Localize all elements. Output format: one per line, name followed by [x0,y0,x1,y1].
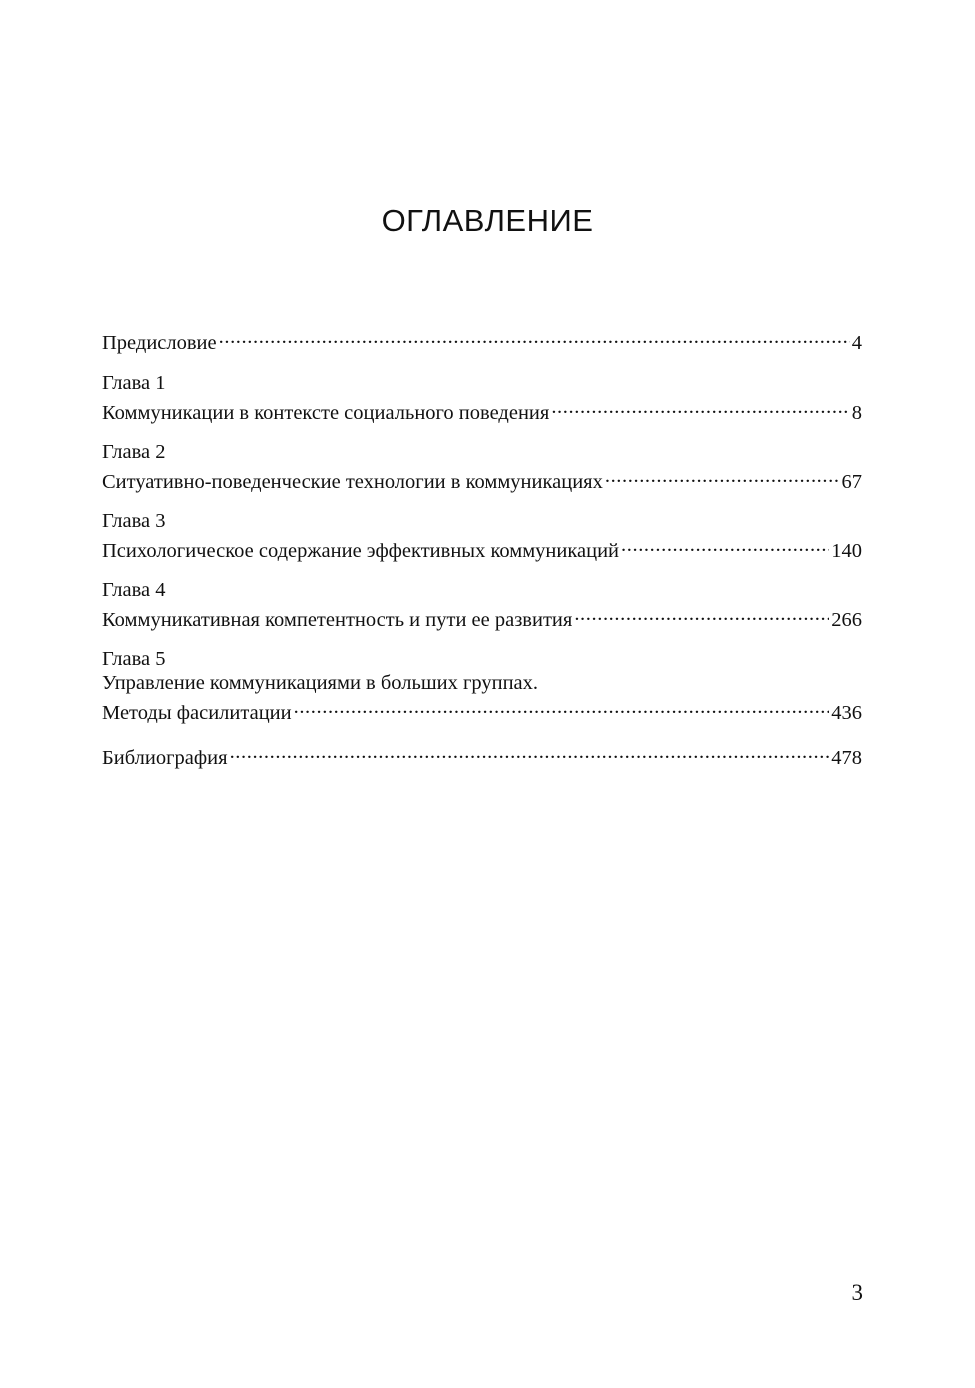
toc-page-number: 140 [831,540,862,562]
table-of-contents [102,325,862,785]
page-title: ОГЛАВЛЕНИЕ [381,203,594,238]
dot-leader [230,740,830,764]
toc-entry-title-line2: Методы фасилитации [102,702,292,724]
toc-page-number: 266 [831,609,862,631]
toc-entry-title: Психологическое содержание эффективных коммуникаций [102,540,620,562]
toc-line [102,325,862,354]
toc-line [102,464,862,493]
toc-page-number: 8 [851,402,862,424]
toc-entry-title: Ситуативно-поведенческие технологии в коммуникациях [102,471,603,493]
toc-page-number: 436 [831,702,862,724]
dot-leader [219,325,850,349]
toc-entry-title: Коммуникативная компетентность и пути ее развития [102,609,573,631]
toc-line [102,695,862,724]
chapter-label: Глава 1 [102,372,166,394]
toc-entry-chapter-2[interactable] [102,440,862,493]
chapter-label: Глава 3 [102,510,166,532]
toc-entry-title: Предисловие [102,332,217,354]
toc-line [102,395,862,424]
dot-leader [551,395,849,419]
chapter-label: Глава 2 [102,441,166,463]
page-number-folio: 3 [851,1280,863,1305]
toc-entry-title-line1: Управление коммуникациями в больших группах. [102,672,539,694]
chapter-label: Глава 5 [102,648,166,670]
toc-page-number: 478 [831,747,862,769]
dot-leader [574,602,829,626]
chapter-label: Глава 4 [102,579,166,601]
dot-leader [294,695,830,719]
toc-entry-chapter-1[interactable] [102,371,862,424]
toc-line [102,533,862,562]
toc-entry-bibliography[interactable] [102,740,862,769]
toc-line [102,740,862,769]
toc-entry-title: Библиография [102,747,228,769]
toc-entry-chapter-4[interactable] [102,578,862,631]
dot-leader [605,464,840,488]
toc-page-number: 4 [851,332,862,354]
dot-leader [621,533,829,557]
toc-line [102,602,862,631]
toc-page-number: 67 [841,471,862,493]
toc-entry-title: Коммуникации в контексте социального поведения [102,402,550,424]
toc-entry-preface[interactable] [102,325,862,354]
toc-entry-chapter-3[interactable] [102,509,862,562]
toc-entry-chapter-5[interactable] [102,647,862,724]
